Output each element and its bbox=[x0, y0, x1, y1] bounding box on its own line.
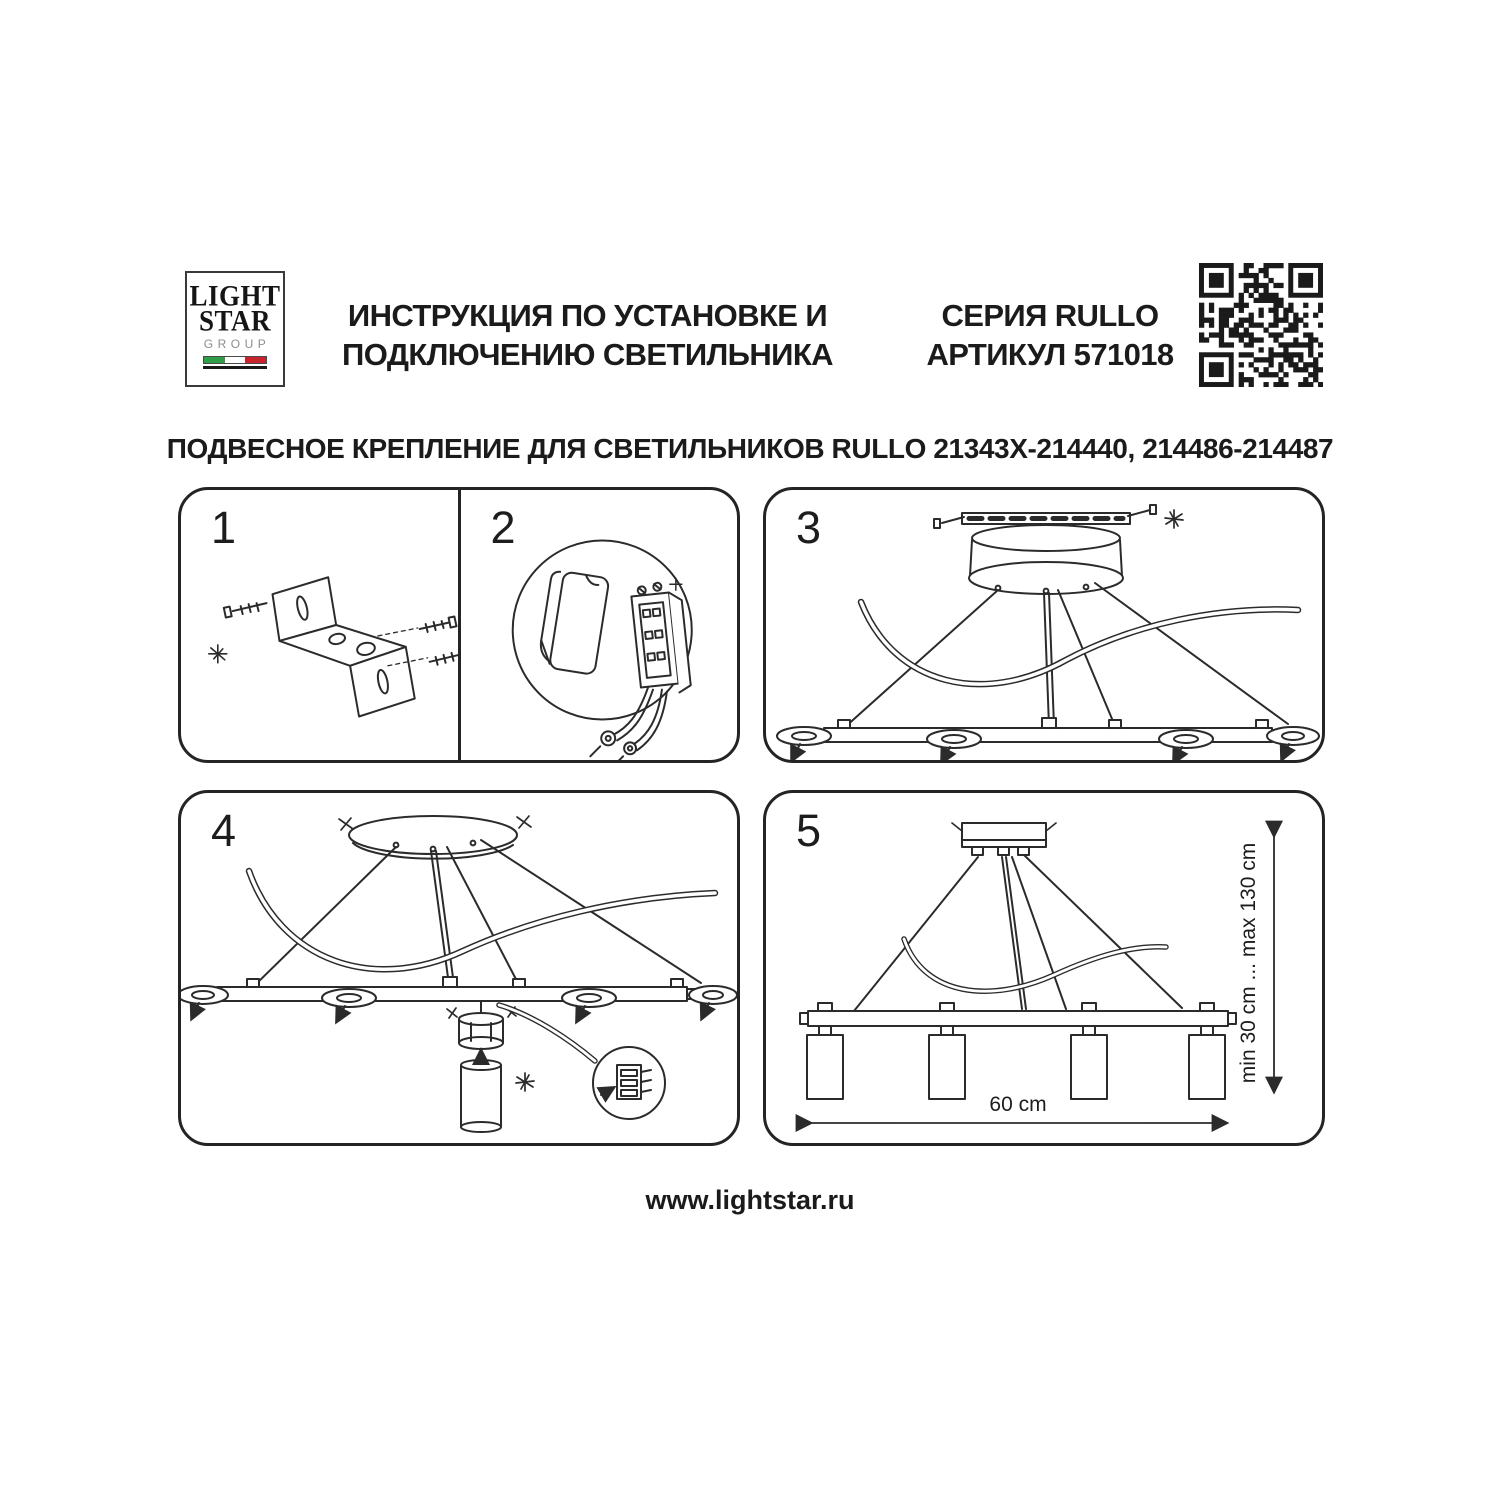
flag-red bbox=[245, 357, 266, 363]
subtitle: ПОДВЕСНОЕ КРЕПЛЕНИЕ ДЛЯ СВЕТИЛЬНИКОВ RULLO 21343X-214440, 214486-214487 bbox=[166, 433, 1334, 464]
flag-white bbox=[225, 357, 246, 363]
panel-2 bbox=[458, 490, 738, 760]
series-name: СЕРИЯ RULLO bbox=[941, 298, 1159, 333]
canopy-suspension-drawing bbox=[766, 490, 1322, 760]
series-block bbox=[905, 297, 1195, 375]
panel-3-number: 3 bbox=[796, 502, 822, 553]
title-line-2: ПОДКЛЮЧЕНИЮ СВЕТИЛЬНИКА bbox=[342, 336, 833, 372]
website-url: www.lightstar.ru bbox=[645, 1185, 855, 1215]
logo-group: GROUP bbox=[203, 337, 271, 352]
flag-green bbox=[204, 357, 225, 363]
title-line-1: ИНСТРУКЦИЯ ПО УСТАНОВКЕ И bbox=[347, 298, 828, 333]
panel-4 bbox=[178, 790, 740, 1146]
panel-3 bbox=[763, 487, 1325, 763]
logo-underline bbox=[203, 366, 267, 369]
panel-1-number: 1 bbox=[211, 502, 237, 553]
panel-5-number: 5 bbox=[796, 805, 822, 856]
logo-light: LIGHT bbox=[189, 279, 281, 313]
socket-connection-drawing bbox=[181, 793, 737, 1143]
height-dimension-label: min 30 cm ... max 130 cm bbox=[1237, 842, 1260, 1084]
article-number: АРТИКУЛ 571018 bbox=[926, 336, 1174, 372]
panel-group-1-2 bbox=[178, 487, 740, 763]
logo-star: STAR bbox=[198, 304, 272, 338]
dimension-drawing bbox=[766, 793, 1322, 1143]
panel-1 bbox=[181, 490, 458, 760]
italian-flag-bar bbox=[203, 356, 267, 364]
lightstar-logo bbox=[185, 271, 285, 387]
page-title bbox=[315, 297, 860, 375]
width-dimension-label: 60 cm bbox=[989, 1093, 1047, 1116]
panel-4-number: 4 bbox=[211, 805, 237, 856]
panel-2-number: 2 bbox=[490, 502, 516, 553]
panel-5 bbox=[763, 790, 1325, 1146]
qr-code bbox=[1199, 263, 1323, 387]
